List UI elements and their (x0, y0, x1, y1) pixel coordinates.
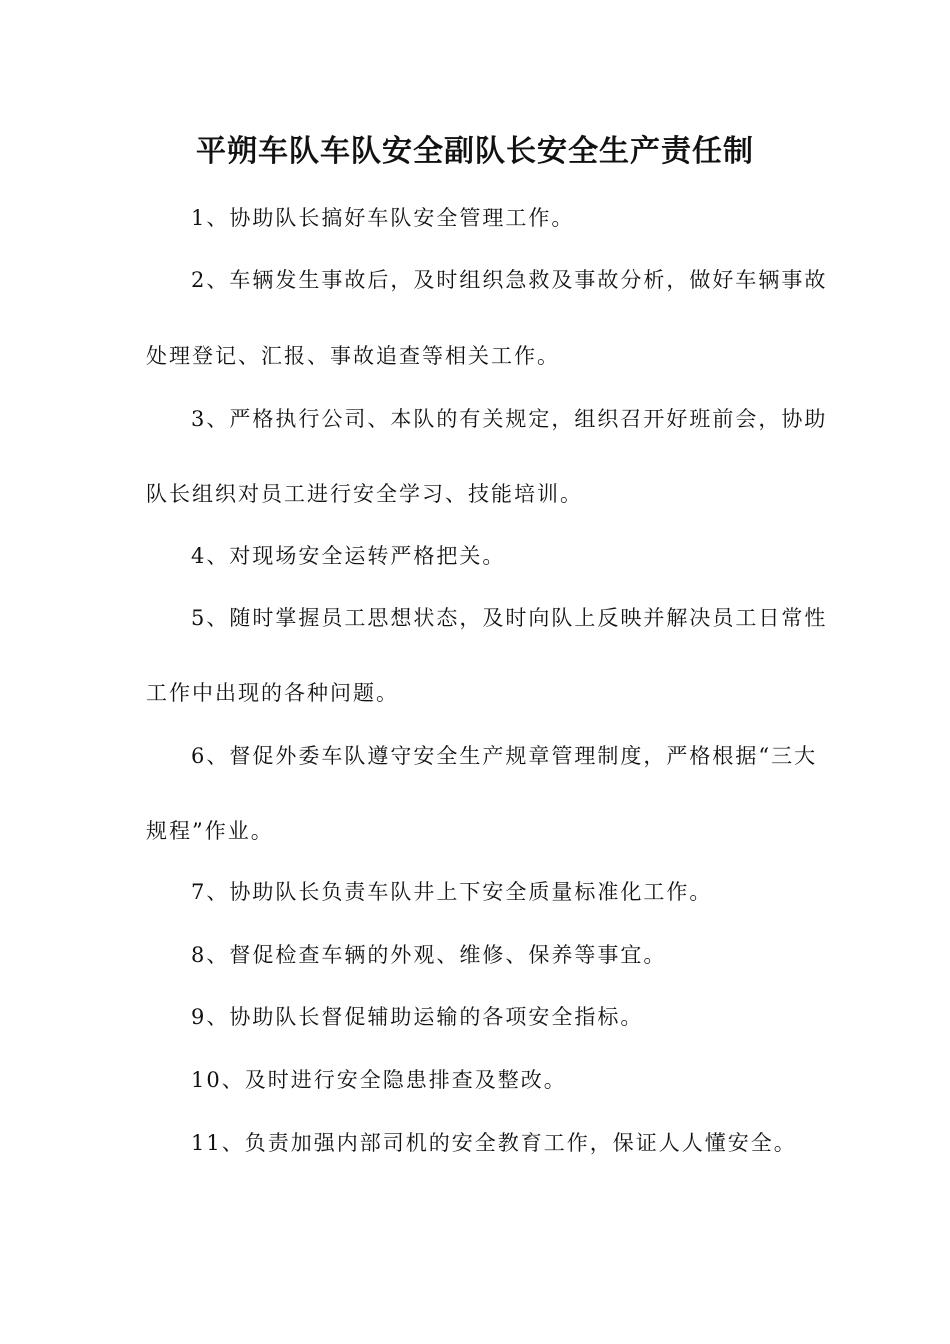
clause-4: 4、对现场安全运转严格把关。 (191, 544, 506, 568)
clause-3-line-1: 3、严格执行公司、本队的有关规定，组织召开好班前会，协助 (191, 407, 828, 431)
clause-5-line-2: 工作中出现的各种问题。 (146, 681, 399, 705)
clause-3-line-2: 队长组织对员工进行安全学习、技能培训。 (146, 482, 583, 506)
clause-8: 8、督促检查车辆的外观、维修、保养等事宜。 (191, 943, 667, 967)
clause-11: 11、负责加强内部司机的安全教育工作，保证人人懂安全。 (191, 1131, 797, 1155)
clause-9: 9、协助队长督促辅助运输的各项安全指标。 (191, 1005, 644, 1029)
document-title: 平朔车队车队安全副队长安全生产责任制 (196, 134, 754, 169)
clause-5-line-1: 5、随时掌握员工思想状态，及时向队上反映并解决员工日常性 (191, 606, 828, 630)
clause-6-line-2: 规程”作业。 (146, 819, 274, 843)
clause-7: 7、协助队长负责车队井上下安全质量标准化工作。 (191, 880, 713, 904)
clause-6-line-1: 6、督促外委车队遵守安全生产规章管理制度，严格根据“三大 (191, 744, 818, 768)
clause-2-line-2: 处理登记、汇报、事故追查等相关工作。 (146, 344, 560, 368)
clause-2-line-1: 2、车辆发生事故后，及时组织急救及事故分析，做好车辆事故 (191, 268, 828, 292)
clause-10: 10、及时进行安全隐患排查及整改。 (191, 1068, 567, 1092)
clause-1: 1、协助队长搞好车队安全管理工作。 (191, 206, 575, 230)
